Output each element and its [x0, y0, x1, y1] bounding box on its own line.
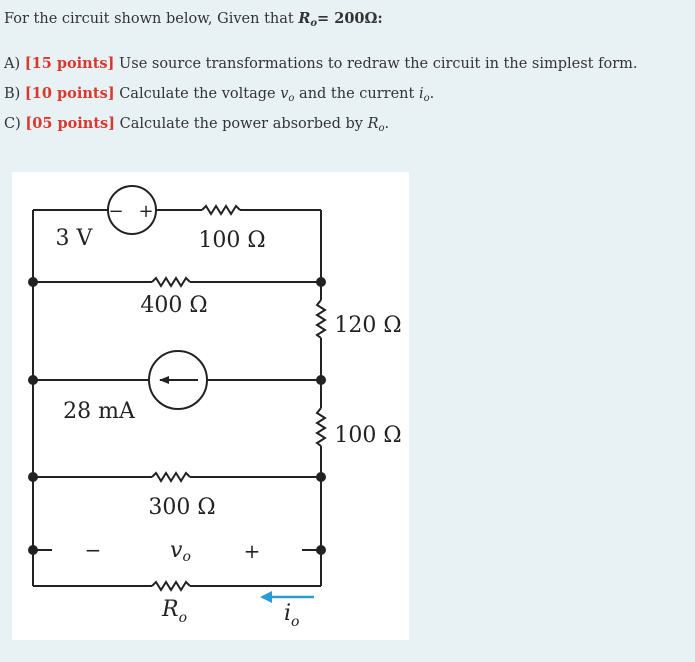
part-b-points: [10 points] — [24, 85, 115, 102]
resistor-100-right-label: 100 Ω — [334, 423, 402, 448]
resistor-300 — [152, 473, 190, 481]
current-source-label: 28 mA — [63, 399, 135, 424]
part-b-sym2: i — [418, 86, 424, 102]
part-b — [4, 85, 434, 108]
intro-text: For the circuit shown below, Given that — [4, 11, 294, 27]
part-b-sym1: v — [280, 86, 289, 102]
voltage-source-label: 3 V — [55, 226, 93, 251]
part-c-text-post: . — [384, 116, 390, 132]
node-dot — [316, 472, 326, 482]
resistor-100-right — [317, 408, 325, 446]
io-sub: o — [291, 614, 300, 630]
resistor-ro — [152, 582, 190, 590]
resistor-100-top — [202, 206, 240, 214]
node-dot — [28, 277, 38, 287]
node-dot — [28, 375, 38, 385]
part-c-sym1-sub: o — [378, 123, 385, 134]
part-a-text: Use source transformations to redraw the circuit in the simplest form. — [119, 56, 638, 72]
resistor-300-label: 300 Ω — [148, 495, 216, 520]
circuit-figure — [12, 172, 409, 640]
part-b-sym1-sub: o — [288, 93, 295, 104]
vo-label — [170, 538, 191, 565]
vo-plus: + — [243, 539, 261, 563]
part-b-text-post: . — [429, 86, 435, 102]
part-c — [4, 115, 389, 138]
part-c-sym1: R — [367, 116, 379, 132]
terminal-dot-left — [28, 545, 38, 555]
part-b-letter: B) — [4, 86, 21, 102]
part-a-points: [15 points] — [24, 55, 115, 72]
node-dot — [316, 375, 326, 385]
intro-symbol: R — [298, 10, 311, 27]
part-a — [4, 55, 638, 73]
terminal-dot-right — [316, 545, 326, 555]
part-a-letter: A) — [4, 56, 21, 72]
voltage-source-minus: − — [108, 201, 124, 222]
circuit-diagram — [12, 172, 409, 640]
vo-sub: o — [182, 549, 191, 565]
vo-symbol: v — [170, 538, 183, 563]
resistor-400 — [152, 278, 190, 286]
vo-minus: − — [84, 538, 102, 562]
part-b-sym2-sub: o — [423, 93, 430, 104]
ro-symbol: R — [162, 597, 179, 622]
io-label — [284, 601, 299, 630]
part-c-points: [05 points] — [25, 115, 116, 132]
resistor-120 — [317, 300, 325, 338]
resistor-120-label: 120 Ω — [334, 313, 402, 338]
intro-sub: o — [310, 18, 318, 29]
part-c-letter: C) — [4, 116, 21, 132]
problem-intro — [4, 10, 383, 33]
node-dot — [316, 277, 326, 287]
part-c-text-pre: Calculate the power absorbed by — [119, 116, 363, 132]
resistor-400-label: 400 Ω — [140, 293, 208, 318]
part-b-text-pre: Calculate the voltage — [119, 86, 276, 102]
resistor-100-top-label: 100 Ω — [198, 228, 266, 253]
intro-value: = 200Ω: — [317, 10, 383, 27]
part-b-text-mid: and the current — [299, 86, 415, 102]
node-dot — [28, 472, 38, 482]
io-symbol: i — [284, 601, 292, 626]
ro-label — [161, 597, 187, 626]
ro-sub: o — [178, 610, 188, 626]
voltage-source-plus: + — [138, 201, 154, 222]
